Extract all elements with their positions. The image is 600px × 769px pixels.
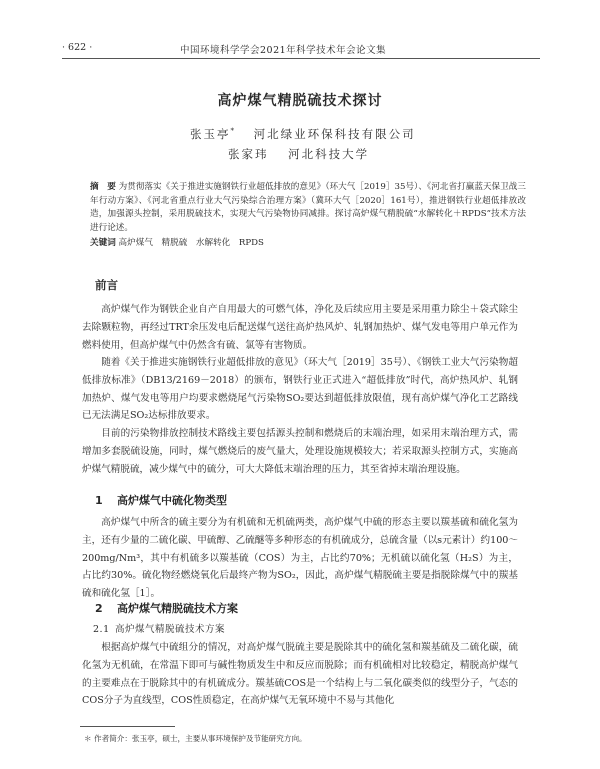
journal-name: 中国环境科学学会2021年科学技术年会论文集 [180, 45, 387, 56]
body-paragraph: 高炉煤气作为钢铁企业自产自用最大的可燃气体，净化及后续应用主要是采用重力除尘＋袋式除尘去除颗粒物，再经过TRT余压发电后配送煤气送往高炉热风炉、轧钢加热炉、煤气发电等用户单元作为燃料使用，但高炉煤气中仍然含有硫、氯等有害物质。 [82, 304, 518, 351]
section-title: 高炉煤气精脱硫技术方案 [117, 602, 238, 615]
footnote: ＊ 作者简介：张玉亭，硕士，主要从事环境保护及节能研究方向。 [84, 734, 307, 743]
body-paragraph: 根据高炉煤气中硫组分的情况，对高炉煤气脱硫主要是脱除其中的硫化氢和羰基硫及二硫化碳，硫化氢为无机硫，在常温下即可与碱性物质发生中和反应而脱除；而有机硫相对比较稳定，精脱高炉煤气的主要难点在于脱除其中的有机硫成分。羰基硫COS是一个结构上与二氧化碳类似的线型分子，气态的COS分子为直线型，COS性质稳定，在高炉煤气无氧环境中不易与其他化 [82, 642, 518, 707]
preface-heading: 前言 [95, 278, 118, 292]
section-number: 2 [95, 602, 103, 615]
body-paragraph: 高炉煤气中所含的硫主要分为有机硫和无机硫两类，高炉煤气中硫的形态主要以羰基硫和硫化氢为主，还有少量的二硫化碳、甲硫醇、乙硫醚等多种形态的有机硫成分，总硫含量（以s元素计）约100～200mg/Nm³，其中有机硫多以羰基硫（COS）为主，占比约70%；无机硫以硫化氢（H₂S）为主，占比约30%。硫化物经燃烧氧化后最终产物为SO₂，因此，高炉煤气精脱硫主要是指脱除煤气中的羰基硫和硫化氢［1］。 [82, 517, 518, 600]
body-paragraph: 随着《关于推进实施钢铁行业超低排放的意见》（环大气［2019］35号）、《钢铁工业大气污染物超低排放标准》（DB13/2169－2018）的颁布，钢铁行业正式进入“超低排放”时代，高炉热风炉、轧钢加热炉、煤气发电等用户均要求燃烧尾气污染物SO₂要达到超低排放限值，现有高炉煤气净化工艺路线已无法满足SO₂达标排放要求。 [82, 357, 518, 422]
abstract-text: 为贯彻落实《关于推进实施钢铁行业超低排放的意见》（环大气［2019］35号）、《河北省打赢蓝天保卫战三年行动方案》、《河北省重点行业大气污染综合治理方案》（冀环大气［2020］161号），推进钢铁行业超低排放改造，加强源头控制，采用脱硫技术，实现大气污染物协同减排。探讨高炉煤气精脱硫“水解转化＋RPDS”技术方法进行论述。 [90, 182, 526, 233]
section-heading-1 [95, 492, 227, 508]
subsection-heading-2-1 [93, 621, 225, 635]
author-name: 张家玮 [228, 147, 269, 161]
author-affiliation: 河北科技大学 [288, 147, 370, 161]
author-mark: * [230, 127, 234, 136]
keywords-label: 关键词 [90, 238, 116, 248]
section-title: 高炉煤气中硫化物类型 [117, 494, 227, 507]
paper-title: 高炉煤气精脱硫技术探讨 [217, 93, 383, 109]
keywords [90, 236, 526, 248]
running-header [62, 40, 540, 60]
author-name: 张玉亭 [190, 127, 231, 141]
page-number: · 622 · [62, 42, 93, 53]
section-heading-2 [95, 600, 238, 616]
subsection-number: 2.1 [93, 624, 110, 635]
subsection-title: 高炉煤气精脱硫技术方案 [115, 624, 226, 635]
author-affiliation: 河北绿业环保科技有限公司 [253, 127, 416, 141]
abstract-label: 摘 要 [90, 182, 116, 192]
author-line-1 [190, 126, 416, 142]
body-paragraph: 目前的污染物排放控制技术路线主要包括源头控制和燃烧后的末端治理，如采用末端治理方式，需增加多套脱硫设施，同时，煤气燃烧后的废气量大，处理设施规模较大；若采取源头控制方式，实施高炉煤气精脱硫，减少煤气中的硫分，可大大降低末端治理的压力，其至省掉末端治理设施。 [82, 428, 518, 475]
footnote-rule [80, 726, 175, 727]
abstract [90, 181, 526, 235]
author-line-2 [228, 146, 369, 162]
header-rule [62, 58, 540, 59]
section-number: 1 [95, 494, 103, 507]
keywords-text: 高炉煤气 精脱硫 水解转化 RPDS [118, 238, 264, 248]
